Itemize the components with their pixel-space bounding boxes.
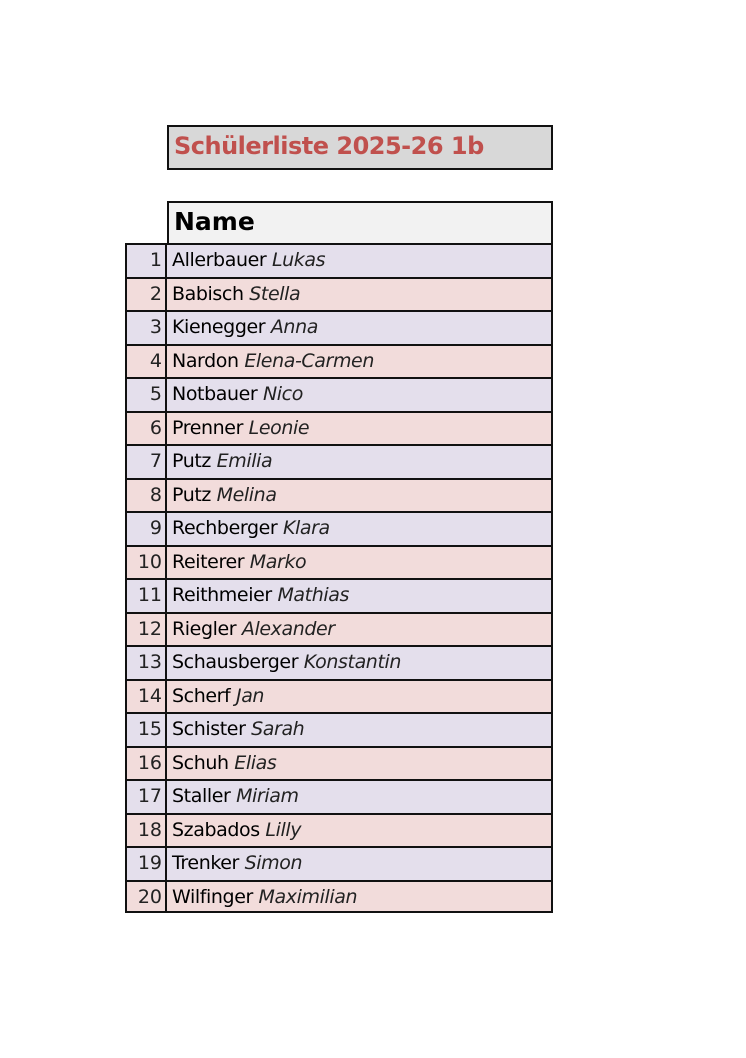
last-name: Babisch (172, 282, 244, 305)
student-name-cell (167, 277, 553, 311)
table-row (125, 511, 553, 545)
first-name: Anna (270, 316, 318, 338)
first-name: Klara (282, 517, 330, 539)
student-name-cell (167, 779, 553, 813)
student-name-cell (167, 545, 553, 579)
first-name: Alexander (241, 617, 335, 640)
last-name: Allerbauer (172, 249, 267, 271)
table-row (125, 344, 553, 378)
student-name-cell (167, 310, 553, 344)
table-row (125, 411, 553, 445)
student-name-cell (167, 511, 553, 545)
row-number: 16 (125, 746, 167, 780)
first-name: Konstantin (303, 651, 402, 673)
row-number: 17 (125, 779, 167, 813)
row-number: 6 (125, 411, 167, 445)
last-name: Putz (172, 483, 211, 506)
row-number: 5 (125, 377, 167, 411)
table-row (125, 377, 553, 411)
row-number: 20 (125, 880, 167, 914)
last-name: Rechberger (172, 517, 278, 539)
table-row (125, 578, 553, 612)
row-number: 9 (125, 511, 167, 545)
row-number: 15 (125, 712, 167, 746)
student-name-cell (167, 612, 553, 646)
student-name-cell (167, 578, 553, 612)
column-header-label: Name (174, 207, 255, 236)
first-name: Miriam (236, 785, 299, 807)
last-name: Wilfinger (172, 885, 253, 908)
first-name: Simon (244, 852, 303, 874)
first-name: Emilia (216, 450, 273, 472)
last-name: Schuh (172, 751, 229, 774)
last-name: Reithmeier (172, 584, 272, 606)
table-row (125, 779, 553, 813)
first-name: Elena-Carmen (244, 349, 374, 372)
student-name-cell (167, 344, 553, 378)
first-name: Leonie (248, 416, 310, 439)
row-number: 10 (125, 545, 167, 579)
table-row (125, 712, 553, 746)
row-number: 19 (125, 846, 167, 880)
last-name: Nardon (172, 349, 239, 372)
last-name: Putz (172, 450, 211, 472)
student-name-cell (167, 679, 553, 713)
table-row (125, 277, 553, 311)
row-number: 11 (125, 578, 167, 612)
table-row (125, 880, 553, 914)
table-row (125, 243, 553, 277)
table-row (125, 846, 553, 880)
table-row (125, 746, 553, 780)
student-name-cell (167, 478, 553, 512)
last-name: Schausberger (172, 651, 299, 673)
first-name: Maximilian (258, 885, 358, 908)
last-name: Schister (172, 718, 246, 740)
first-name: Nico (262, 383, 303, 405)
table-row (125, 679, 553, 713)
student-name-cell (167, 880, 553, 914)
last-name: Staller (172, 785, 231, 807)
table-row (125, 310, 553, 344)
student-name-cell (167, 712, 553, 746)
table-row (125, 813, 553, 847)
first-name: Elias (234, 751, 277, 774)
student-name-cell (167, 411, 553, 445)
row-number: 2 (125, 277, 167, 311)
student-name-cell (167, 243, 553, 277)
row-number: 8 (125, 478, 167, 512)
last-name: Szabados (172, 818, 260, 841)
name-column-header (167, 201, 553, 244)
first-name: Melina (216, 483, 277, 506)
student-table (125, 243, 553, 913)
student-name-cell (167, 377, 553, 411)
row-number: 18 (125, 813, 167, 847)
student-name-cell (167, 746, 553, 780)
last-name: Notbauer (172, 383, 258, 405)
first-name: Lukas (271, 249, 326, 271)
first-name: Jan (235, 684, 265, 707)
last-name: Prenner (172, 416, 243, 439)
student-name-cell (167, 846, 553, 880)
table-row (125, 545, 553, 579)
table-row (125, 645, 553, 679)
table-row (125, 478, 553, 512)
row-number: 1 (125, 243, 167, 277)
first-name: Stella (249, 282, 301, 305)
row-number: 12 (125, 612, 167, 646)
first-name: Lilly (265, 818, 302, 841)
row-number: 14 (125, 679, 167, 713)
title-box (167, 125, 553, 170)
last-name: Reiterer (172, 550, 245, 573)
table-row (125, 444, 553, 478)
row-number: 4 (125, 344, 167, 378)
first-name: Mathias (277, 584, 349, 606)
student-name-cell (167, 444, 553, 478)
student-name-cell (167, 813, 553, 847)
page-title: Schülerliste 2025-26 1b (174, 132, 484, 160)
row-number: 13 (125, 645, 167, 679)
first-name: Sarah (251, 718, 305, 740)
last-name: Riegler (172, 617, 237, 640)
first-name: Marko (249, 550, 307, 573)
row-number: 7 (125, 444, 167, 478)
last-name: Trenker (172, 852, 239, 874)
last-name: Scherf (172, 684, 231, 707)
table-row (125, 612, 553, 646)
row-number: 3 (125, 310, 167, 344)
student-name-cell (167, 645, 553, 679)
last-name: Kienegger (172, 316, 266, 338)
